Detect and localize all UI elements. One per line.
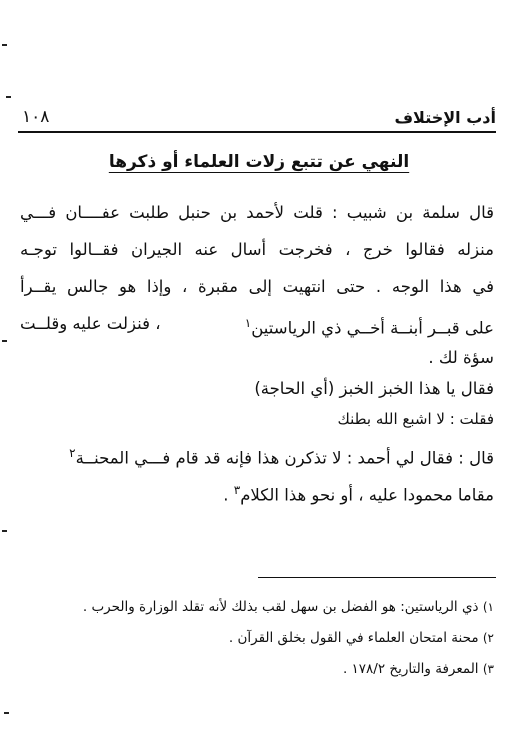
footnote-number: ٣) [482,662,494,676]
body-text [20,194,494,509]
margin-mark [6,96,11,98]
margin-mark [2,44,7,46]
footnote-text: محنة امتحان العلماء في القول بخلق القرآن . [228,630,479,646]
page-number: ١٠٨ [22,107,50,127]
running-header [22,104,496,130]
footnote [20,592,494,623]
section-heading: النهي عن تتبع زلات العلماء أو ذكرها [108,152,410,172]
text-segment [245,305,494,342]
text-line: قال سلمة بن شبيب : قلت لأحمد بن حنبل طلبت عفــــان فـــي [20,203,494,222]
footnote [20,623,494,654]
text-run: قال : فقال لي أحمد : لا تذكرن هذا فإنه قد قام فـــي المحنــة [75,448,494,468]
footnote [20,654,494,685]
footnote-reference: ١ [244,316,252,330]
text-line: فقال يا هذا الخبز الخبز (أي الحاجة) [254,379,494,398]
margin-mark [2,530,7,532]
footnote-number: ٢) [482,631,494,645]
footnote-text: ذي الرياستين: هو الفضل بن سهل لقب بذلك لأنه تقلد الوزارة والحرب . [82,599,479,615]
text-line: فقلت : لا اشبع الله بطنك [337,410,494,428]
footnote-text: المعرفة والتاريخ ١٧٨/٢ . [342,661,479,677]
text-segment: ، فنزلت عليه وقلــت [20,314,161,333]
text-run: مقاما محمودا عليه ، أو نحو هذا الكلام [240,485,494,505]
footnote-number: ١) [482,600,494,614]
text-line: في هذا الوجه . حتى انتهيت إلى مقبرة ، وإذا هو جالس يقــرأ [20,277,494,296]
footnote-reference: ٢ [69,446,76,460]
text-line: سؤة لك . [428,348,494,367]
text-line: منزله فقالوا خرج ، فخرجت أسال عنه الجيران فقــالوا توجـه [20,240,494,259]
margin-mark [4,712,9,714]
header-rule [18,131,496,133]
book-title: أدب الإختلاف [394,107,496,127]
text-run: على قبــر أبنــة أخــي ذي الرياستين [251,318,494,338]
text-line [20,472,494,509]
text-run: . [223,485,234,505]
margin-mark [2,340,7,342]
text-line [20,305,494,342]
footnote-separator [258,577,496,578]
text-line [20,435,494,472]
footnotes [20,592,494,685]
footnote-reference: ٣ [233,483,241,497]
